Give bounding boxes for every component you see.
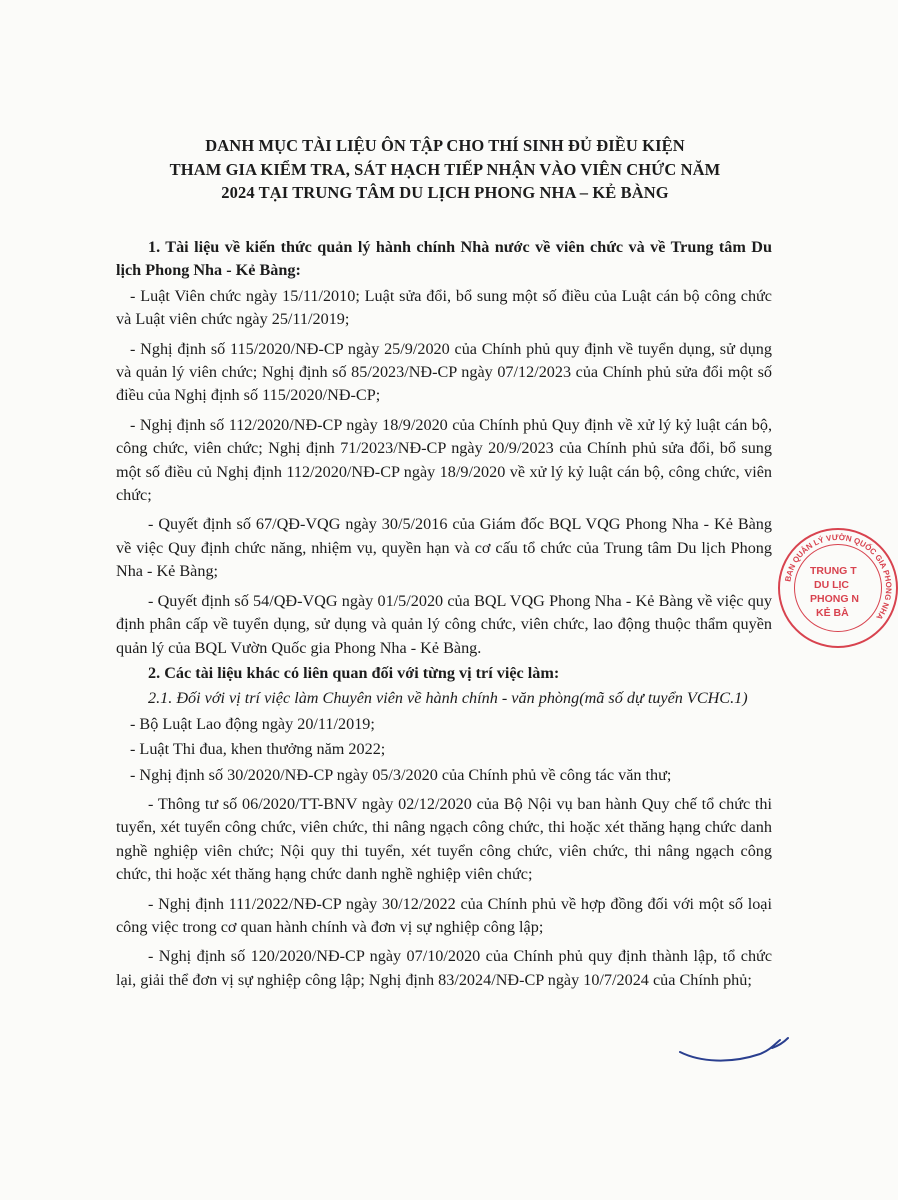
section-2-item: - Bộ Luật Lao động ngày 20/11/2019; <box>130 714 375 733</box>
section-2-item: - Thông tư số 06/2020/TT-BNV ngày 02/12/2020 của Bộ Nội vụ ban hành Quy chế tổ chức thi tuyển, xét tuyển công chức, viên chức, thi nâng ngạch công chức, thi hoặc xét thăng hạng chức danh nghề nghiệp viên chức; Nội quy thi tuyển, xét tuyển công chức, viên chức, thi nâng ngạch công chức, thi hoặc xét thăng hạng chức danh nghề nghiệp viên chức; <box>116 794 772 884</box>
seal-text <box>810 564 890 620</box>
section-1-item: - Nghị định số 112/2020/NĐ-CP ngày 18/9/2020 của Chính phủ Quy định về xử lý kỷ luật cán bộ, công chức, viên chức; Nghị định 71/2023/NĐ-CP ngày 20/9/2023 của Chính phủ sửa đổi, bổ sung một số điều củ Nghị định 112/2020/NĐ-CP ngày 18/9/2020 về xử lý kỷ luật cán bộ, công chức, viên chức; <box>116 415 772 505</box>
title-line-3: 2024 TẠI TRUNG TÂM DU LỊCH PHONG NHA – KẺ BÀNG <box>221 183 669 202</box>
section-2-item: - Luật Thi đua, khen thưởng năm 2022; <box>130 740 386 759</box>
seal-line: TRUNG T <box>810 565 857 577</box>
document-body <box>116 236 772 994</box>
section-2-subheading: 2.1. Đối với vị trí việc làm Chuyên viên về hành chính - văn phòng(mã số dự tuyển VCHC.1) <box>148 689 748 708</box>
section-1-item: - Quyết định số 54/QĐ-VQG ngày 01/5/2020 của BQL VQG Phong Nha - Kẻ Bàng về việc quy định phân cấp về tuyển dụng, sử dụng và quản lý công chức, viên chức, lao động thuộc thẩm quyền quản lý của BQL Vườn Quốc gia Phong Nha - Kẻ Bàng. <box>116 591 772 657</box>
title-line-2: THAM GIA KIỂM TRA, SÁT HẠCH TIẾP NHẬN VÀO VIÊN CHỨC NĂM <box>169 159 721 179</box>
document-title <box>110 134 780 205</box>
section-1-item: - Quyết định số 67/QĐ-VQG ngày 30/5/2016 của Giám đốc BQL VQG Phong Nha - Kẻ Bàng về việc Quy định chức năng, nhiệm vụ, quyền hạn và cơ cấu tổ chức của Trung tâm Du lịch Phong Nha - Kẻ Bàng; <box>116 515 772 581</box>
section-1-heading: 1. Tài liệu về kiến thức quản lý hành chính Nhà nước về viên chức và về Trung tâm Du lịch Phong Nha - Kẻ Bàng: <box>116 238 772 280</box>
section-2-item: - Nghị định 111/2022/NĐ-CP ngày 30/12/2022 của Chính phủ về hợp đồng đối với một số loại công việc trong cơ quan hành chính và đơn vị sự nghiệp công lập; <box>116 894 772 936</box>
section-2-item: - Nghị định số 120/2020/NĐ-CP ngày 07/10/2020 của Chính phủ quy định thành lập, tổ chức lại, giải thể đơn vị sự nghiệp công lập; Nghị định 83/2024/NĐ-CP ngày 10/7/2024 của Chính phủ; <box>116 947 772 989</box>
section-2-item: - Nghị định số 30/2020/NĐ-CP ngày 05/3/2020 của Chính phủ về công tác văn thư; <box>130 765 672 784</box>
official-seal <box>778 528 898 648</box>
section-1-item: - Nghị định số 115/2020/NĐ-CP ngày 25/9/2020 của Chính phủ quy định về tuyển dụng, sử dụng và quản lý viên chức; Nghị định số 85/2023/NĐ-CP ngày 07/12/2023 của Chính phủ sửa đổi một số điều của Nghị định số 115/2020/NĐ-CP; <box>116 339 772 405</box>
seal-line: DU LỊC <box>814 579 849 591</box>
section-2-heading: 2. Các tài liệu khác có liên quan đối với từng vị trí việc làm: <box>148 663 560 682</box>
seal-line: KẺ BÀ <box>816 607 849 619</box>
svg-text:BAN QUẢN LÝ VƯỜN QUỐC GIA PHON: BAN QUẢN LÝ VƯỜN QUỐC GIA PHONG NHA <box>782 532 893 621</box>
title-line-1: DANH MỤC TÀI LIỆU ÔN TẬP CHO THÍ SINH ĐỦ ĐIỀU KIỆN <box>205 136 685 155</box>
section-1-item: - Luật Viên chức ngày 15/11/2010; Luật sửa đổi, bổ sung một số điều của Luật cán bộ công chức và Luật viên chức ngày 25/11/2019; <box>116 286 772 329</box>
seal-line: PHONG N <box>810 593 860 605</box>
signature-mark <box>680 1030 790 1070</box>
